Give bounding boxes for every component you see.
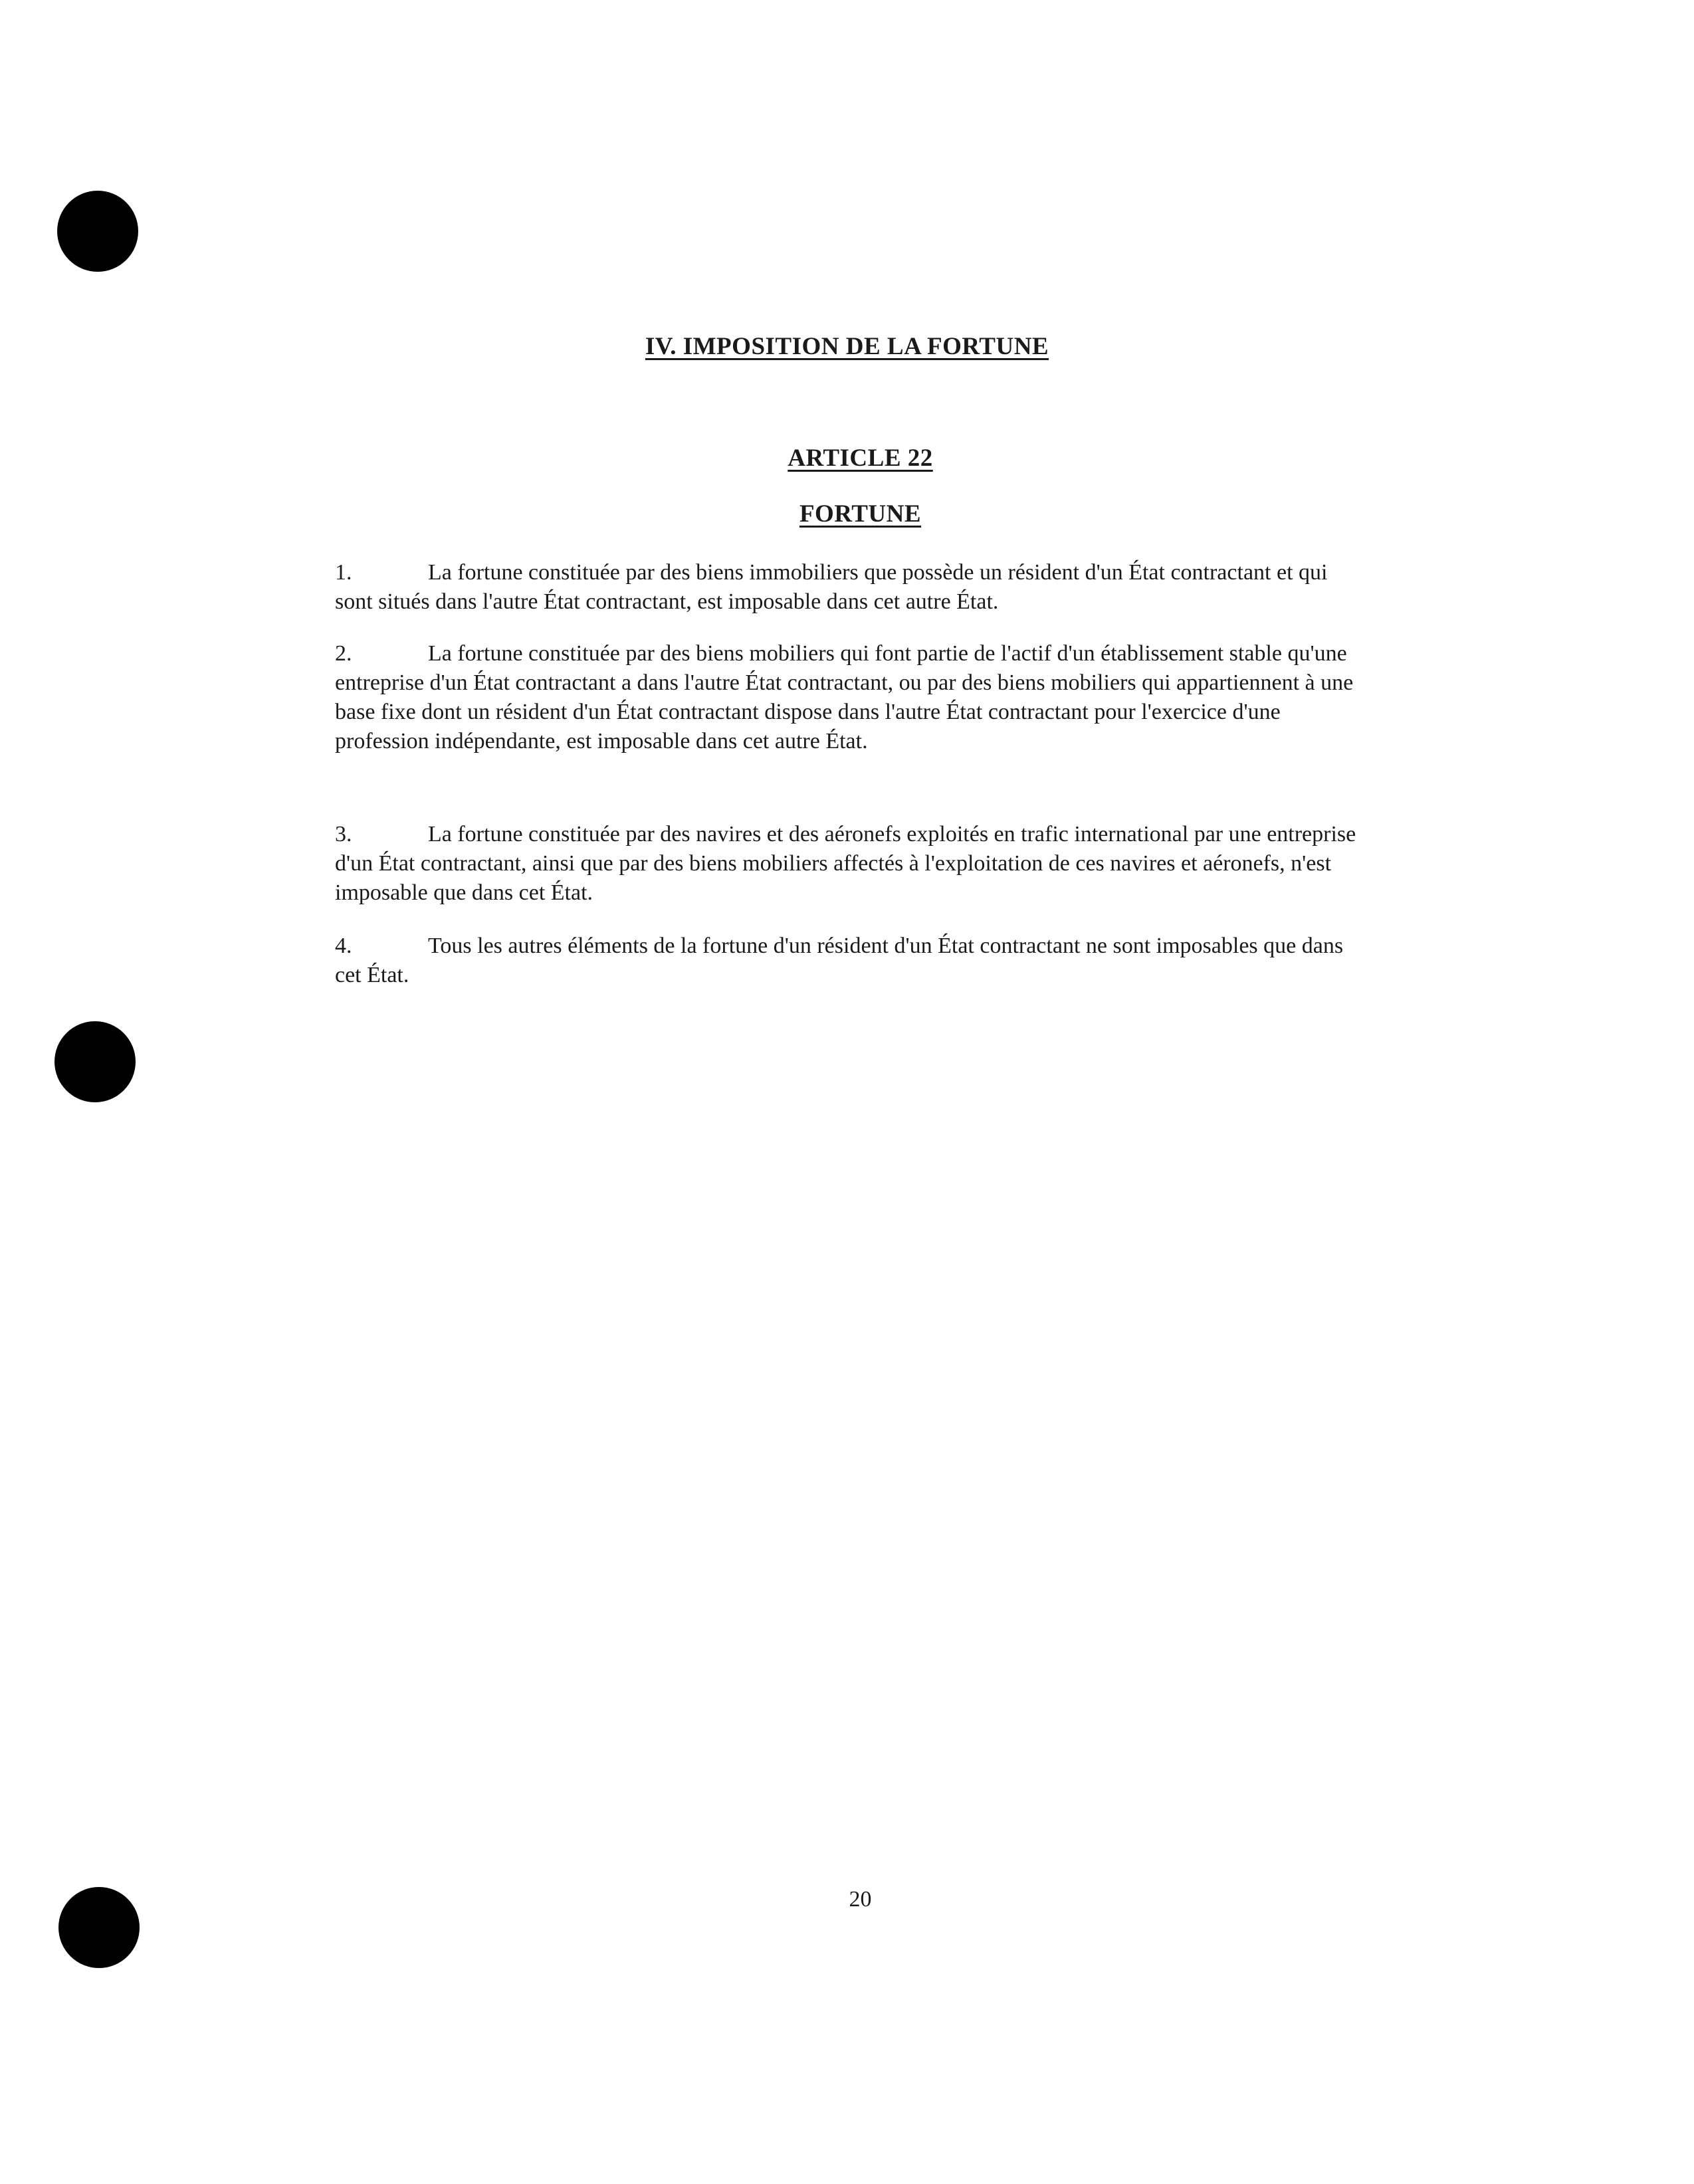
article-title: FORTUNE xyxy=(799,500,922,528)
paragraph-3 xyxy=(335,820,1368,908)
paragraph-text: La fortune constituée par des biens mobiliers qui font partie de l'actif d'un établissement stable qu'une entreprise d'un État contractant a dans l'autre État contractant, ou par des biens mobiliers qui appartiennent à une base fixe dont un résident d'un État contractant dispose dans l'autre État contractant pour l'exercice d'une profession indépendante, est imposable dans cet autre État. xyxy=(335,641,1354,753)
paragraph-4 xyxy=(335,932,1368,990)
article-number: ARTICLE 22 xyxy=(788,445,933,472)
paragraph-1 xyxy=(335,558,1368,617)
paragraph-text: La fortune constituée par des biens immobiliers que possède un résident d'un État contractant et qui sont situés dans l'autre État contractant, est imposable dans cet autre État. xyxy=(335,560,1328,614)
paragraph-number: 2. xyxy=(335,641,352,666)
paragraph-2 xyxy=(335,639,1368,756)
paragraph-number: 1. xyxy=(335,560,352,585)
paragraph-text: La fortune constituée par des navires et des aéronefs exploités en trafic international par une entreprise d'un État contractant, ainsi que par des biens mobiliers affectés à l'exploitation de ces navires et aéronefs, n'est imposable que dans cet État. xyxy=(335,822,1356,905)
section-title: IV. IMPOSITION DE LA FORTUNE xyxy=(645,333,1049,360)
paragraph-text: Tous les autres éléments de la fortune d'un résident d'un État contractant ne sont imposables que dans cet État. xyxy=(335,934,1344,987)
paragraph-number: 4. xyxy=(335,934,352,958)
punch-hole-top xyxy=(57,191,138,272)
punch-hole-middle xyxy=(54,1021,136,1102)
page-number: 20 xyxy=(849,1887,872,1912)
paragraph-number: 3. xyxy=(335,822,352,846)
